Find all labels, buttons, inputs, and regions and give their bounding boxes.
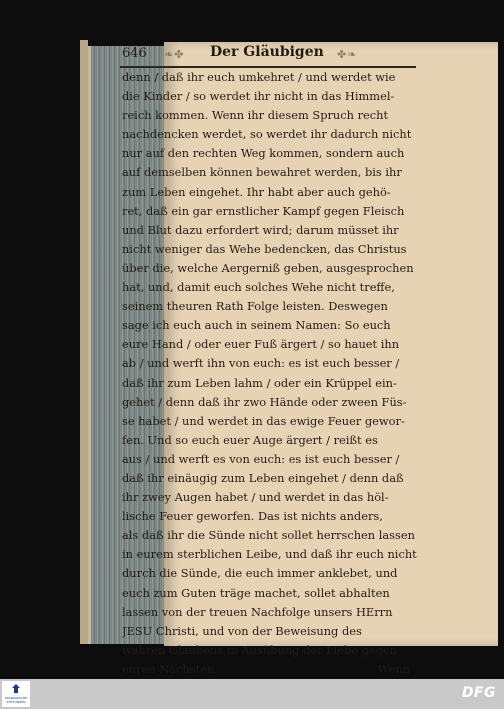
institution-logo-icon <box>10 683 22 695</box>
text-line: nachdencken werdet, so werdet ihr dadurch nicht <box>122 127 412 142</box>
text-line: sage ich euch auch in seinem Namen: So euch <box>122 318 391 333</box>
text-line: lassen von der treuen Nachfolge unsers HErrn <box>122 604 393 619</box>
text-line: als daß ihr die Sünde nicht sollet herrschen lassen <box>122 528 415 543</box>
text-line: durch die Sünde, die euch immer anklebet, und <box>122 566 398 581</box>
text-line: ab / und werft ihn von euch: es ist euch besser / <box>122 356 400 371</box>
page-header <box>122 44 412 66</box>
text-line: se habet / und werdet in das ewige Feuer gewor- <box>122 413 405 428</box>
dfg-logo: DFG <box>461 685 496 701</box>
text-line: die Kinder / so werdet ihr nicht in das Himmel- <box>122 89 395 104</box>
text-line: zum Leben eingehet. Ihr habt aber auch gehö- <box>122 184 391 199</box>
text-line: auf demselben können bewahret werden, bis ihr <box>122 165 402 180</box>
text-line: ihr zwey Augen habet / und werdet in das höl- <box>122 490 389 505</box>
text-line: euch zum Guten träge machet, sollet abhalten <box>122 585 390 600</box>
page-number: 646 <box>122 46 147 61</box>
text-line: nicht weniger das Wehe bedencken, das Christus <box>122 241 407 256</box>
text-line: ret, daß ein gar ernstlicher Kampf gegen Fleisch <box>122 203 405 218</box>
text-line: nur auf den rechten Weg kommen, sondern auch <box>122 146 405 161</box>
text-line: aus / und werft es von euch: es ist euch besser / <box>122 451 400 466</box>
catchword: Wenn <box>377 661 410 676</box>
text-line: daß ihr einäugig zum Leben eingehet / denn daß <box>122 470 404 485</box>
text-line: über die, welche Aergerniß geben, ausgesprochen <box>122 260 414 275</box>
text-line: und Blut dazu erfordert wird; darum müsset ihr <box>122 222 399 237</box>
ornament-left-icon: ❧✤ <box>164 48 185 61</box>
page-body-text <box>122 68 418 679</box>
viewer-footer <box>0 679 504 709</box>
text-line: eure Hand / oder euer Fuß ärgert / so hauet ihn <box>122 337 400 352</box>
text-line: seinem theuren Rath Folge leisten. Deswegen <box>122 299 388 314</box>
institution-logo <box>2 681 30 707</box>
text-line: fen. Und so euch euer Auge ärgert / reißt es <box>122 432 378 447</box>
text-line: gehet / denn daß ihr zwo Hände oder zween Füs- <box>122 394 407 409</box>
text-line: wahren Glaubens in Ausübung der Liebe gegen <box>122 642 398 657</box>
text-line: JESU Christi, und von der Beweisung des <box>122 623 362 638</box>
running-title: Der Gläubigen <box>210 44 324 60</box>
book-cover-edge <box>80 40 88 644</box>
text-line: lische Feuer geworfen. Das ist nichts anders, <box>122 509 383 524</box>
institution-logo-text: FRANCKESCHE STIFTUNGEN <box>4 696 28 704</box>
text-line: denn / daß ihr euch umkehret / und werdet wie <box>122 70 396 84</box>
ornament-right-icon: ✤❧ <box>337 48 358 61</box>
text-line: hat, und, damit euch solches Wehe nicht treffe, <box>122 280 395 295</box>
text-line: reich kommen. Wenn ihr diesem Spruch recht <box>122 108 389 123</box>
text-line: euren Nächsten. Wenn <box>122 660 418 679</box>
text-line: in eurem sterblichen Leibe, und daß ihr euch nicht <box>122 547 417 562</box>
text-line: daß ihr zum Leben lahm / oder ein Krüppel ein- <box>122 375 397 390</box>
